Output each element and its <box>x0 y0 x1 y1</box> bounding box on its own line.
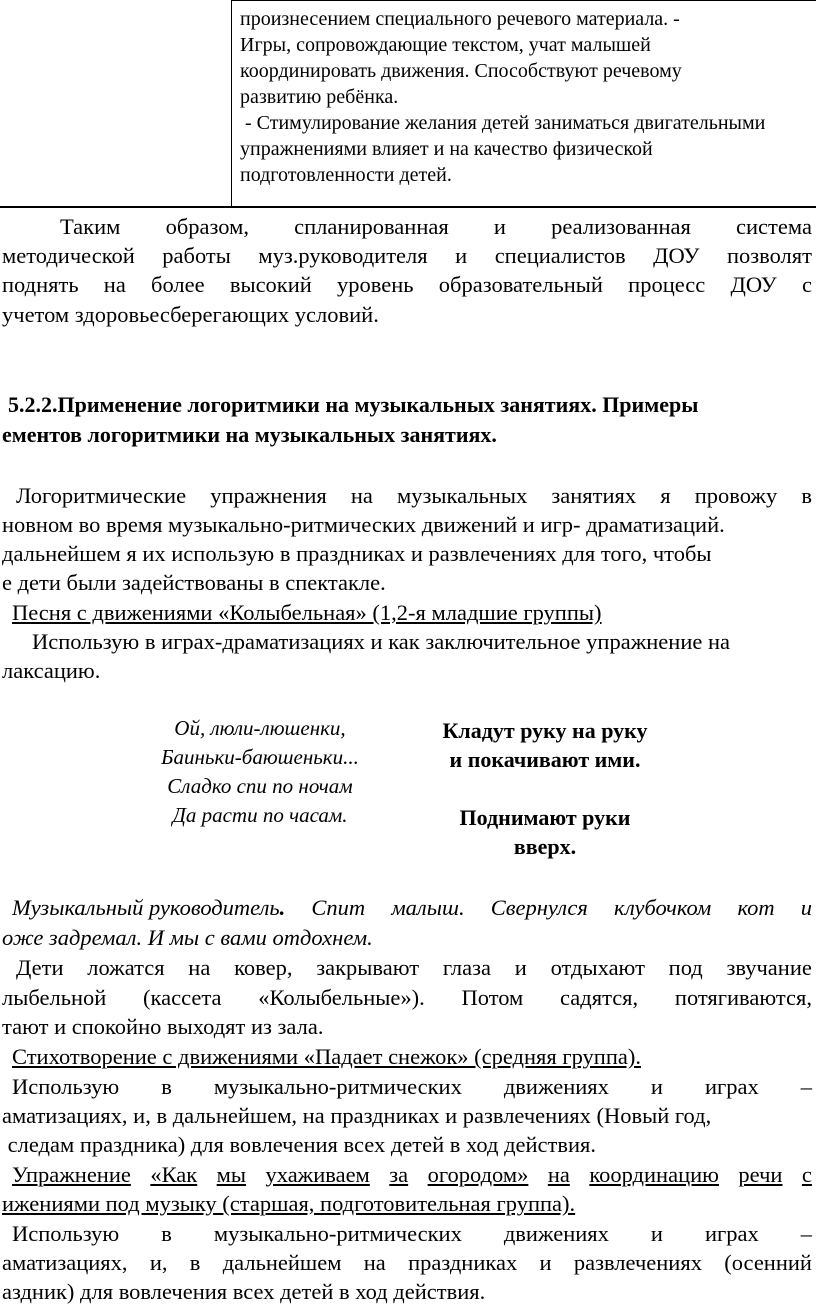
children-line-3: тают и спокойно выходят из зала. <box>2 1014 324 1039</box>
exercise-line-1: Использую в музыкально-ритмических движениях и играх – <box>12 1221 812 1246</box>
intro-line-2: новном во время музыкально-ритмических движений и игр- драматизаций. <box>2 512 725 537</box>
poem-line: Ой, люли-люшенки, <box>174 716 346 740</box>
section-heading-line-2: ементов логоритмики на музыкальных занятиях. <box>2 422 497 447</box>
poem-line: Баиньки-баюшеньки... <box>161 745 359 769</box>
poem2-line-2: аматизациях, и, в дальнейшем, на праздниках и развлечениях (Новый год, <box>2 1103 712 1128</box>
intro-line-1: Логоритмические упражнения на музыкальных занятиях я провожу в <box>16 483 812 508</box>
song1-actions-1 <box>400 716 690 774</box>
action-line: вверх. <box>513 834 577 859</box>
section-heading-line-1: 5.2.2.Применение логоритмики на музыкальных занятиях. Примеры <box>8 392 699 417</box>
song1-poem <box>110 714 410 830</box>
action-line: и покачивают ими. <box>449 747 641 772</box>
table-cell-line: координировать движения. Способствуют речевому <box>240 60 682 82</box>
children-line-2: лыбельной (кассета «Колыбельные»). Потом садятся, потягиваются, <box>2 985 812 1010</box>
teacher-line-1: Музыкальный руководитель. Спит малыш. Свернулся клубочком кот и <box>12 895 812 920</box>
action-line: Поднимают руки <box>459 805 631 830</box>
song1-title: Песня с движениями «Колыбельная» (1,2-я младшие группы) <box>12 600 602 625</box>
table-cell-line: подготовленности детей. <box>240 164 452 186</box>
poem2-line-3: следам праздника) для вовлечения всех детей в ход действия. <box>2 1132 597 1157</box>
poem-line: Сладко спи по ночам <box>167 774 353 798</box>
table-cell-line: Игры, сопровождающие текстом, учат малышей <box>240 34 651 56</box>
poem-line: Да расти по часам. <box>172 803 348 827</box>
exercise-title-line-2: ижениями под музыку (старшая, подготовительная группа). <box>2 1191 576 1216</box>
poem2-line-1: Использую в музыкально-ритмических движениях и играх – <box>12 1074 812 1099</box>
table-cell-line: развитию ребёнка. <box>240 86 399 108</box>
conclusion-line-3: поднять на более высокий уровень образовательный процесс ДОУ с <box>2 272 812 297</box>
table-column-divider <box>231 0 232 206</box>
teacher-line-2: оже задремал. И мы с вами отдохнем. <box>2 925 373 950</box>
exercise-line-3: аздник) для вовлечения всех детей в ход действия. <box>2 1279 486 1304</box>
children-line-1: Дети ложатся на ковер, закрывают глаза и отдыхают под звучание <box>16 955 812 980</box>
conclusion-line-4: учетом здоровьесберегающих условий. <box>2 302 379 327</box>
exercise-title-line-1: Упражнение «Как мы ухаживаем за огородом» на координацию речи с <box>12 1162 812 1187</box>
song1-actions-2 <box>400 803 690 861</box>
table-cell-line: - Стимулирование желания детей заниматься двигательными <box>240 112 766 134</box>
intro-line-3: дальнейшем я их использую в праздниках и развлечениях для того, чтобы <box>2 541 712 566</box>
conclusion-line-1: Таким образом, спланированная и реализованная система <box>60 214 812 239</box>
conclusion-line-2: методической работы муз.руководителя и специалистов ДОУ позволят <box>2 243 812 268</box>
song1-use-line-1: Использую в играх-драматизациях и как заключительное упражнение на <box>32 629 730 654</box>
table-top-border <box>231 0 816 1</box>
table-cell-text <box>240 6 816 188</box>
exercise-line-2: аматизациях, и, в дальнейшем на праздниках и развлечениях (осенний <box>2 1250 812 1275</box>
action-line: Кладут руку на руку <box>442 718 648 743</box>
teacher-role: Музыкальный руководитель <box>12 895 280 920</box>
table-cell-line: произнесением специального речевого материала. - <box>240 8 680 30</box>
table-fragment <box>0 0 816 208</box>
table-cell-line: упражнениями влияет и на качество физической <box>240 138 653 160</box>
intro-line-4: е дети были задействованы в спектакле. <box>2 570 386 595</box>
song1-use-line-2: лаксацию. <box>2 658 101 683</box>
poem2-title: Стихотворение с движениями «Падает снежок» (средняя группа). <box>12 1044 641 1069</box>
